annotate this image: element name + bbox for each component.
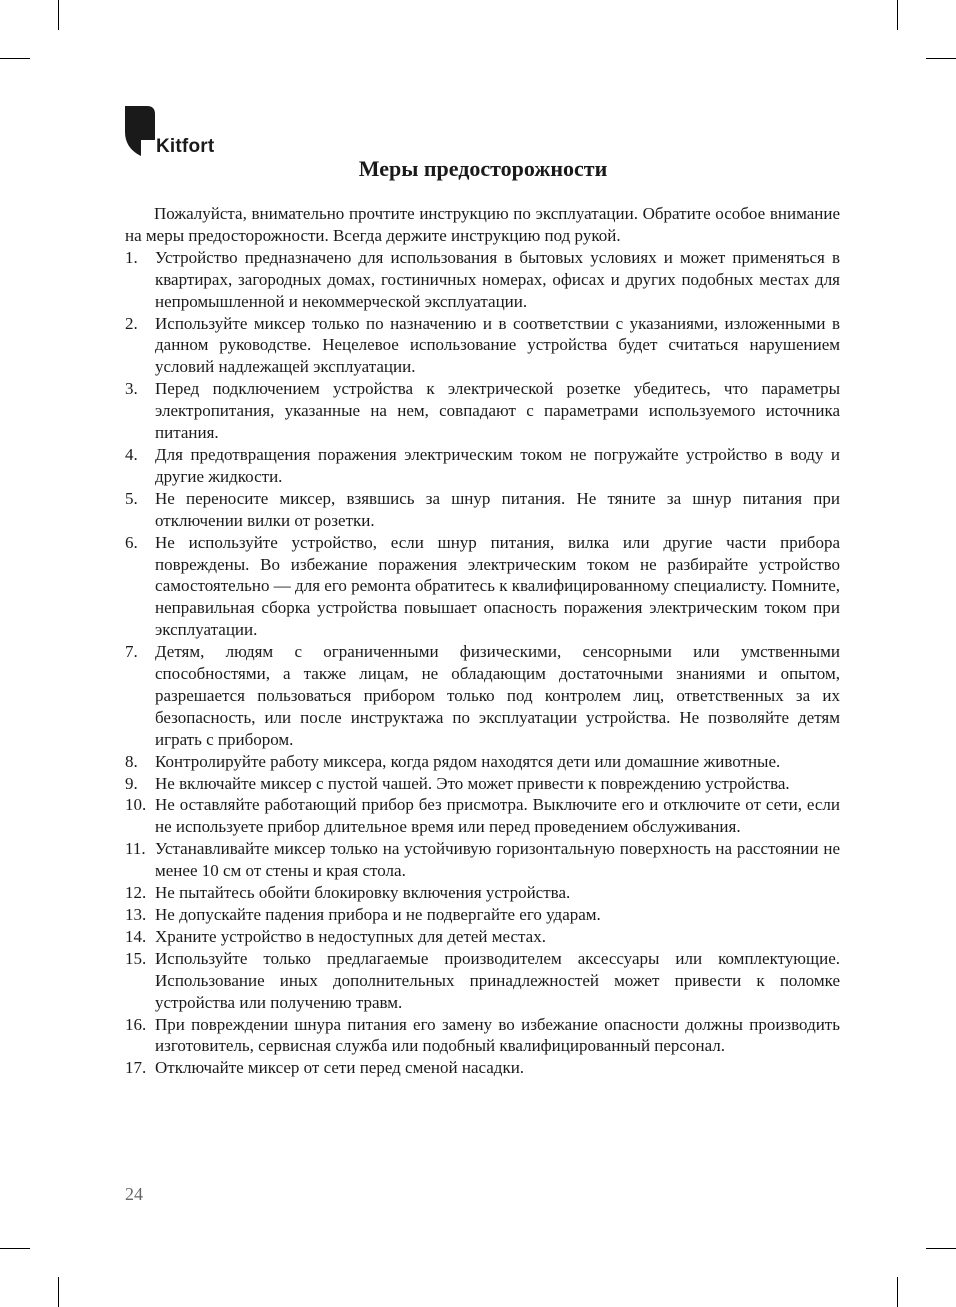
item-number: 8.	[125, 751, 138, 771]
item-number: 9.	[125, 773, 138, 793]
item-text: Используйте миксер только по назначению и в соответствии с указаниями, изложенными в данном руководстве. Нецелевое использование устройства будет считаться нарушением условий надлежащей эксплуатации.	[155, 313, 840, 377]
item-number: 1.	[125, 247, 138, 267]
list-item	[125, 904, 840, 926]
list-item	[125, 751, 840, 773]
crop-mark-bottom-left-vertical	[58, 1277, 59, 1307]
item-number: 11.	[125, 839, 146, 859]
list-item	[125, 247, 840, 313]
item-text: Не используйте устройство, если шнур питания, вилка или другие части прибора повреждены. Во избежание поражения электрическим током не разбирайте устройство самостоятельно — для его ремонта обратитесь к квалифицированному специалисту. Помните, неправильная сборка устройства повышает опасность поражения электрическим током при эксплуатации.	[155, 532, 840, 640]
item-number: 4.	[125, 444, 138, 464]
list-item	[125, 313, 840, 379]
list-item	[125, 444, 840, 488]
crop-mark-bottom-right-horizontal	[926, 1248, 956, 1249]
item-text: Не допускайте падения прибора и не подвергайте его ударам.	[155, 905, 601, 924]
page-number: 24	[125, 1184, 143, 1204]
item-text: При повреждении шнура питания его замену во избежание опасности должны производить изготовитель, сервисная служба или подобный квалифицированный персонал.	[155, 1014, 840, 1056]
item-text: Не оставляйте работающий прибор без присмотра. Выключите его и отключите от сети, если не используете прибор длительное время или перед проведением обслуживания.	[155, 795, 840, 837]
list-item	[125, 794, 840, 838]
list-item	[125, 488, 840, 532]
item-text: Контролируйте работу миксера, когда рядом находятся дети или домашние животные.	[155, 751, 781, 771]
item-number: 2.	[125, 313, 138, 333]
crop-mark-top-right-horizontal	[926, 58, 956, 59]
list-item	[125, 1014, 840, 1058]
item-text: Отключайте миксер от сети перед сменой насадки.	[155, 1058, 525, 1078]
list-item	[125, 532, 840, 642]
crop-mark-top-left-vertical	[58, 0, 59, 30]
crop-mark-bottom-right-vertical	[897, 1277, 898, 1307]
list-item	[125, 773, 840, 795]
item-number: 5.	[125, 488, 138, 508]
crop-mark-top-left-horizontal	[0, 58, 30, 59]
list-item	[125, 838, 840, 882]
list-item	[125, 882, 840, 904]
item-number: 15.	[125, 948, 147, 968]
item-text: Устанавливайте миксер только на устойчивую горизонтальную поверхность на расстоянии не менее 10 см от стены и края стола.	[155, 839, 840, 881]
brand-name: Kitfort	[156, 136, 215, 157]
list-item	[125, 1057, 840, 1079]
item-number: 16.	[125, 1014, 147, 1034]
item-number: 10.	[125, 795, 147, 815]
precautions-list	[125, 247, 840, 1079]
item-text: Не включайте миксер с пустой чашей. Это может привести к повреждению устройства.	[155, 773, 790, 793]
item-text: Используйте только предлагаемые производителем аксессуары или комплектующие. Использование иных дополнительных принадлежностей может привести к поломке устройства или получению травм.	[155, 948, 840, 1012]
item-text: Не переносите миксер, взявшись за шнур питания. Не тяните за шнур питания при отключении вилки от розетки.	[155, 488, 840, 530]
page-title: Меры предосторожности	[358, 156, 608, 181]
list-item	[125, 641, 840, 751]
list-item	[125, 926, 840, 948]
item-number: 14.	[125, 926, 147, 946]
document-body	[125, 203, 840, 1079]
crop-mark-top-right-vertical	[897, 0, 898, 30]
item-text: Для предотвращения поражения электрическим током не погружайте устройство в воду и другие жидкости.	[155, 444, 840, 486]
item-number: 7.	[125, 642, 138, 662]
list-item	[125, 378, 840, 444]
kitfort-logo	[125, 106, 214, 156]
kitfort-logo-icon	[125, 106, 155, 156]
item-number: 12.	[125, 883, 147, 903]
item-number: 6.	[125, 532, 138, 552]
item-text: Не пытайтесь обойти блокировку включения устройства.	[155, 883, 571, 903]
intro-paragraph: Пожалуйста, внимательно прочтите инструкцию по эксплуатации. Обратите особое внимание на меры предосторожности. Всегда держите инструкцию под рукой.	[125, 204, 840, 245]
item-text: Устройство предназначено для использования в бытовых условиях и может применяться в квартирах, загородных домах, гостиничных номерах, офисах и других подобных местах для непромышленной и некоммерческой эксплуатации.	[155, 247, 840, 311]
item-text: Детям, людям с ограниченными физическими, сенсорными или умственными способностями, а также лицам, не обладающим достаточными знаниями и опытом, разрешается пользоваться прибором только под контролем лиц, ответственных за их безопасность, или после инструктажа по эксплуатации устройства. Не позволяйте детям играть с прибором.	[155, 642, 840, 749]
item-number: 13.	[125, 905, 147, 924]
item-number: 3.	[125, 379, 138, 399]
item-text: Перед подключением устройства к электрической розетке убедитесь, что параметры электропитания, указанные на нем, совпадают с параметрами используемого источника питания.	[155, 379, 840, 443]
item-text: Храните устройство в недоступных для детей местах.	[155, 926, 546, 946]
crop-mark-bottom-left-horizontal	[0, 1248, 30, 1249]
list-item	[125, 948, 840, 1014]
item-number: 17.	[125, 1058, 147, 1078]
